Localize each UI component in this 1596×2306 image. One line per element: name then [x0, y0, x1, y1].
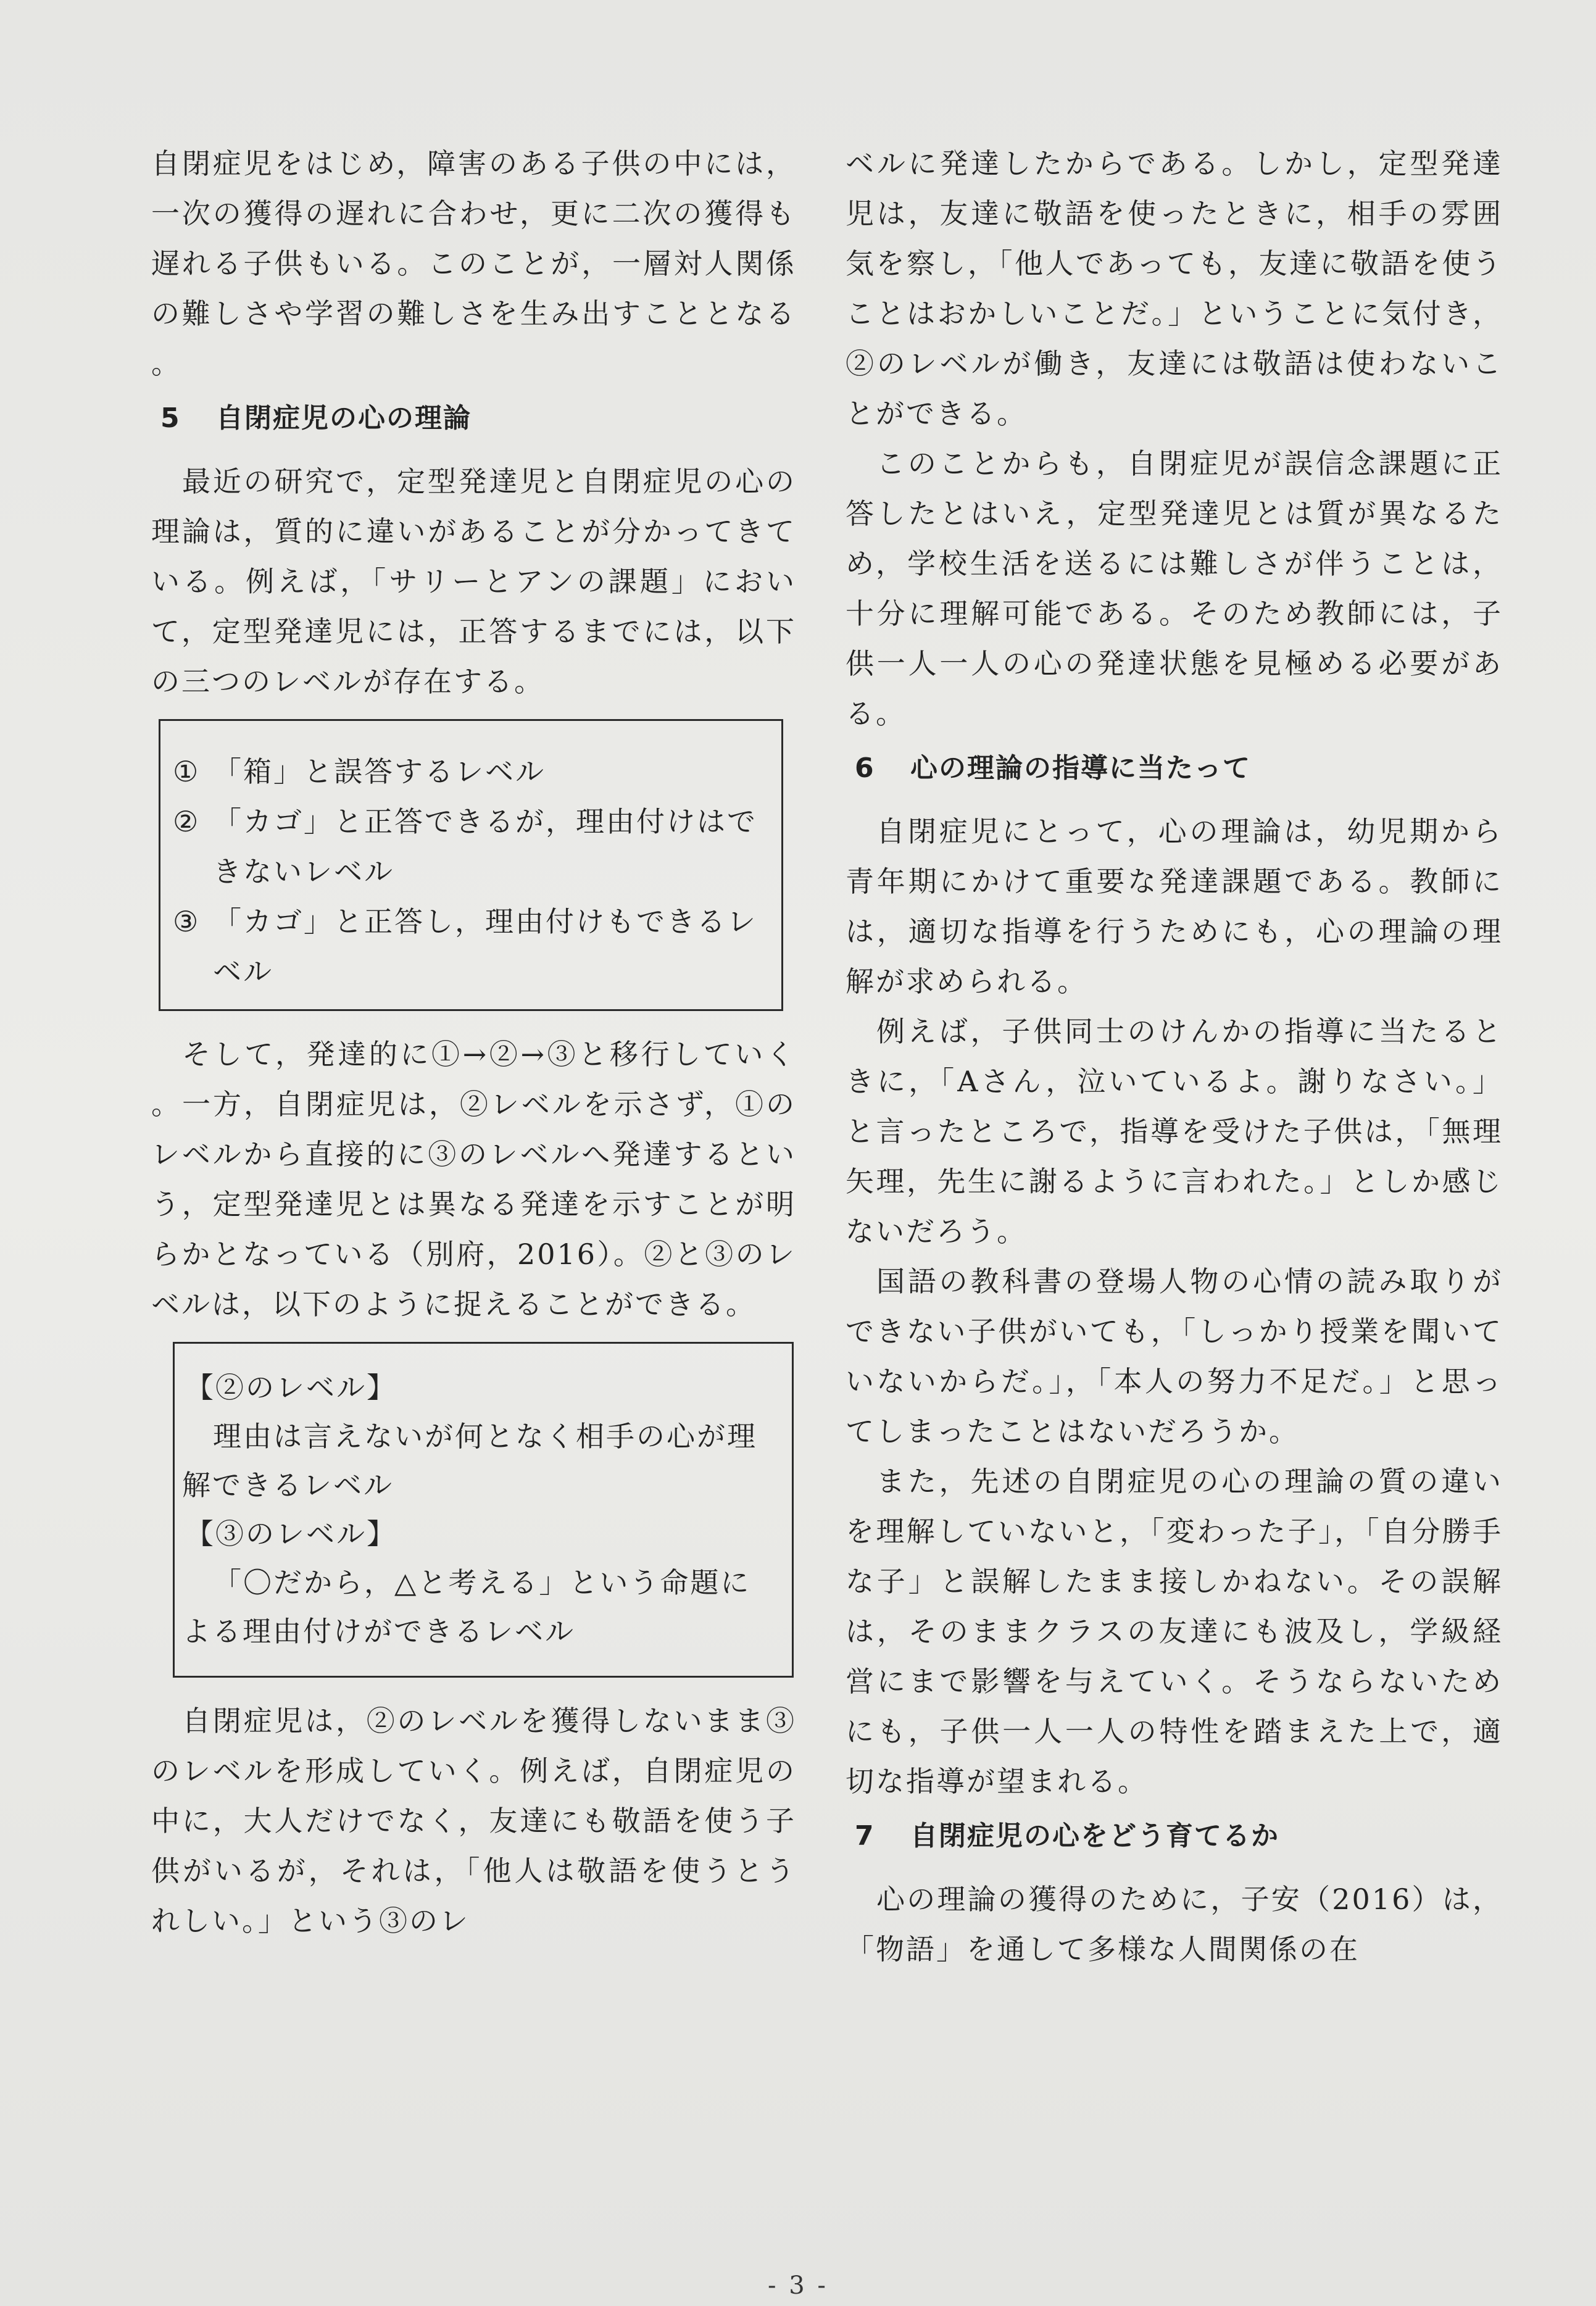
levels-list-box — [159, 719, 783, 1011]
level-text: 「箱」と誤答するレベル — [213, 755, 546, 788]
level-title: 【②のレベル】 — [185, 1371, 397, 1404]
level-title: 【③のレベル】 — [185, 1517, 397, 1551]
section-title: 自閉症児の心の理論 — [216, 402, 472, 434]
section-title: 心の理論の指導に当たって — [910, 752, 1251, 784]
level-item — [173, 747, 770, 797]
right-column — [846, 139, 1503, 1975]
paragraph: 自閉症児にとって，心の理論は，幼児期から青年期にかけて重要な発達課題である。教師には，適切な指導を行うためにも，心の理論の理解が求められる。 — [846, 815, 1503, 998]
section-heading-6 — [855, 744, 1503, 793]
level-marker: ① — [173, 755, 201, 788]
level-text: 「カゴ」と正答し，理由付けもできるレベル — [213, 905, 757, 988]
level-marker: ③ — [173, 905, 201, 938]
paragraph: そして，発達的に①→②→③と移行していく。一方，自閉症児は，②レベルを示さず，①のレベルから直接的に③のレベルへ発達するという，定型発達児とは異なる発達を示すことが明らかとなっている（別府，2016）。②と③のレベルは，以下のように捉えることができる。 — [151, 1038, 796, 1321]
paragraph: 最近の研究で，定型発達児と自閉症児の心の理論は，質的に違いがあることが分かってきている。例えば，「サリーとアンの課題」において，定型発達児には，正答するまでには，以下の三つのレベルが存在する。 — [151, 465, 796, 698]
paragraph: 国語の教科書の登場人物の心情の読み取りができない子供がいても，「しっかり授業を聞いていないからだ。」，「本人の努力不足だ。」と思ってしまったことはないだろうか。 — [846, 1265, 1503, 1448]
section-heading-5 — [160, 394, 796, 443]
level-item — [173, 897, 770, 997]
paragraph: 例えば，子供同士のけんかの指導に当たるときに，「Aさん，泣いているよ。謝りなさい。」と言ったところで，指導を受けた子供は，「無理矢理，先生に謝るように言われた。」としか感じないだろう。 — [846, 1015, 1503, 1248]
paragraph: 自閉症児をはじめ，障害のある子供の中には，一次の獲得の遅れに合わせ，更に二次の獲得も遅れる子供もいる。このことが，一層対人関係の難しさや学習の難しさを生み出すこととなる。 — [151, 147, 796, 380]
level-text: 「カゴ」と正答できるが，理由付けはできないレベル — [213, 805, 757, 888]
section-number: 5 — [160, 402, 181, 434]
level-item — [173, 797, 770, 897]
paragraph: 自閉症児は，②のレベルを獲得しないまま③のレベルを形成していく。例えば，自閉症児の中に，大人だけでなく，友達にも敬語を使う子供がいるが，それは，「他人は敬語を使うとうれしい。」という③のレ — [151, 1704, 796, 1938]
level-description: 理由は言えないが何となく相手の心が理解できるレベル — [182, 1420, 757, 1502]
left-column — [151, 139, 796, 1946]
level-description: 「〇だから，△と考える」という命題による理由付けができるレベル — [182, 1566, 751, 1648]
paragraph: 心の理論の獲得のために，子安（2016）は，「物語」を通して多様な人間関係の在 — [846, 1883, 1503, 1966]
section-number: 7 — [855, 1820, 875, 1852]
section-heading-7 — [855, 1812, 1503, 1861]
page-number: - 3 - — [768, 2271, 828, 2300]
section-title: 自閉症児の心をどう育てるか — [910, 1820, 1279, 1852]
paragraph: また，先述の自閉症児の心の理論の質の違いを理解していないと，「変わった子」，「自分勝手な子」と誤解したまま接しかねない。その誤解は，そのままクラスの友達にも波及し，学級経営にまで影響を与えていく。そうならないためにも，子供一人一人の特性を踏まえた上で，適切な指導が望まれる。 — [846, 1465, 1503, 1798]
paragraph: このことからも，自閉症児が誤信念課題に正答したとはいえ，定型発達児とは質が異なるため，学校生活を送るには難しさが伴うことは，十分に理解可能である。そのため教師には，子供一人一人の心の発達状態を見極める必要がある。 — [846, 447, 1503, 730]
paragraph: ベルに発達したからである。しかし，定型発達児は，友達に敬語を使ったときに，相手の雰囲気を察し，「他人であっても，友達に敬語を使うことはおかしいことだ。」ということに気付き，②のレベルが働き，友達には敬語は使わないことができる。 — [846, 147, 1503, 430]
section-number: 6 — [855, 752, 875, 784]
level-marker: ② — [173, 805, 201, 838]
level-definitions-box — [173, 1342, 794, 1678]
